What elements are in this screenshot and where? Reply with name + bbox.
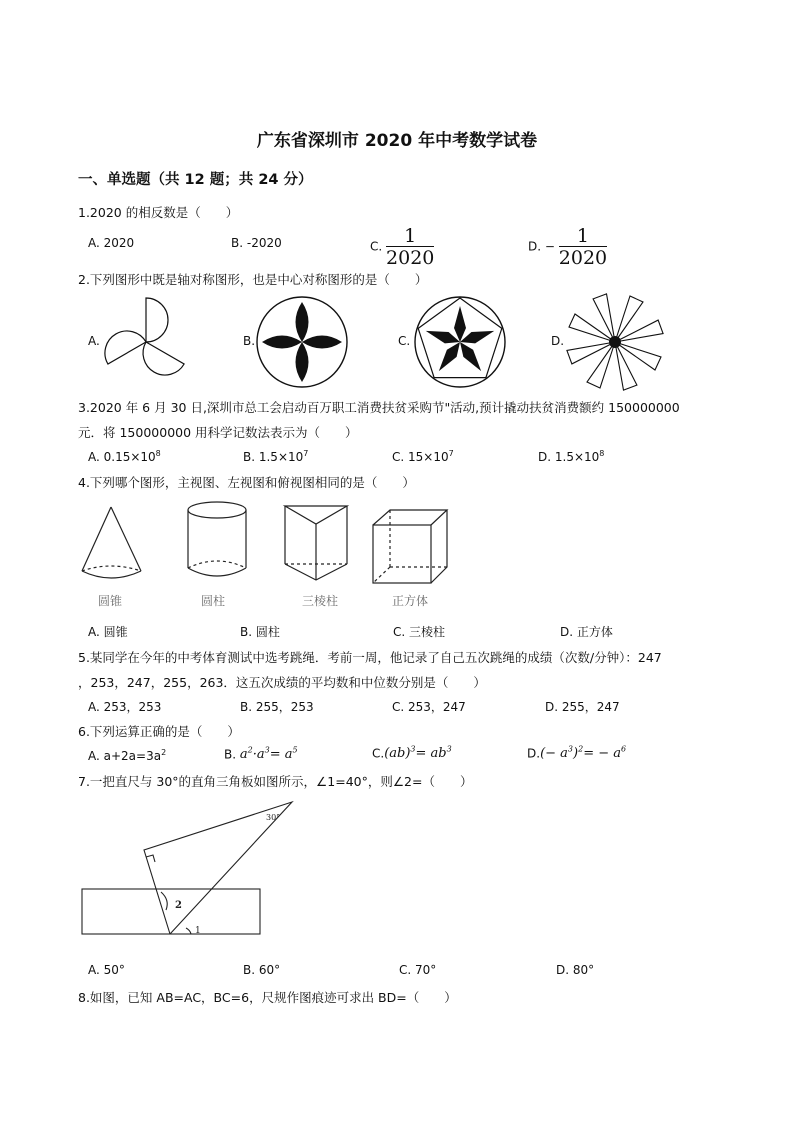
caption-prism: 三棱柱: [302, 594, 339, 608]
caption-cube: 正方体: [392, 594, 429, 608]
pentagon-star-figure: [410, 292, 510, 392]
ruler-triangle-figure: [78, 796, 318, 946]
q3-option-c[interactable]: [392, 449, 454, 464]
q2-option-c[interactable]: C.: [398, 334, 411, 348]
caption-cone: 圆锥: [98, 594, 123, 608]
q6-option-c[interactable]: [372, 745, 452, 761]
q3-option-d[interactable]: [538, 449, 604, 464]
q4-option-d[interactable]: D. 正方体: [560, 625, 613, 639]
page-title: 广东省深圳市 2020 年中考数学试卷: [256, 131, 538, 151]
fraction-numerator: 1: [576, 225, 589, 247]
cylinder-figure: [185, 500, 255, 582]
q3-option-c-exponent: 7: [448, 449, 454, 458]
question-1-stem: 1.2020 的相反数是（ ）: [78, 205, 239, 220]
q5-option-c[interactable]: C. 253，247: [392, 700, 466, 714]
q6-option-b-label: B.: [224, 747, 237, 762]
q1-option-d-fraction: [559, 226, 607, 268]
q6-option-a[interactable]: [88, 748, 166, 763]
q3-option-c-base: C. 15×10: [392, 450, 449, 464]
q1-option-d-label: D. −: [528, 239, 555, 254]
question-3-stem-line1: 3.2020 年 6 月 30 日,深圳市总工会启动百万职工消费扶贫采购节"活动,预计撬动扶贫消费额约 150000000: [78, 400, 680, 415]
q2-option-b[interactable]: B.: [243, 334, 256, 348]
question-6-stem: 6.下列运算正确的是（ ）: [78, 724, 240, 739]
q2-option-d[interactable]: D.: [551, 334, 565, 348]
q5-option-b[interactable]: B. 255，253: [240, 700, 314, 714]
question-2-stem: 2.下列图形中既是轴对称图形，也是中心对称图形的是（ ）: [78, 272, 428, 287]
q3-option-a[interactable]: [88, 449, 161, 464]
angle-30-label: 30°: [266, 813, 281, 822]
q3-option-b-base: B. 1.5×10: [243, 450, 304, 464]
question-8-stem: 8.如图，已知 AB=AC，BC=6，尺规作图痕迹可求出 BD=（ ）: [78, 990, 457, 1005]
q3-option-a-base: A. 0.15×10: [88, 450, 156, 464]
pinwheel-figure: [96, 292, 196, 392]
q6-option-b[interactable]: [224, 746, 298, 762]
q7-option-b[interactable]: B. 60°: [243, 963, 281, 977]
fraction-numerator: 1: [404, 225, 417, 247]
circle-flower-figure: [252, 292, 352, 392]
q7-option-d[interactable]: D. 80°: [556, 963, 595, 977]
q6-option-a-base: A. a+2a=3a: [88, 749, 162, 763]
q1-option-a[interactable]: A. 2020: [88, 236, 135, 250]
q6-option-c-expression: $(ab)^3= ab^3$: [384, 745, 452, 762]
cube-figure: [370, 508, 452, 590]
q3-option-d-base: D. 1.5×10: [538, 450, 600, 464]
q2-option-a[interactable]: A.: [88, 334, 100, 348]
q6-option-a-exponent: 2: [161, 748, 167, 757]
fraction-denominator: 2020: [558, 247, 608, 269]
q6-option-d-label: D.: [527, 746, 541, 761]
q3-option-d-exponent: 8: [599, 449, 605, 458]
q4-option-b[interactable]: B. 圆柱: [240, 625, 280, 639]
question-5-stem-line1: 5.某同学在今年的中考体育测试中选考跳绳．考前一周，他记录了自己五次跳绳的成绩（次数/分钟）：247: [78, 650, 662, 665]
question-7-stem: 7.一把直尺与 30°的直角三角板如图所示，∠1=40°，则∠2=（ ）: [78, 774, 473, 789]
question-5-stem-line2: ，253，247，255，263．这五次成绩的平均数和中位数分别是（ ）: [78, 675, 486, 690]
q5-option-d[interactable]: D. 255，247: [545, 700, 620, 714]
q7-option-c[interactable]: C. 70°: [399, 963, 437, 977]
q3-option-b[interactable]: [243, 449, 308, 464]
question-3-stem-line2: 元．将 150000000 用科学记数法表示为（ ）: [78, 425, 358, 440]
q6-option-d-expression: (− $a^3)^2= - a^6$: [540, 745, 627, 762]
q7-option-a[interactable]: A. 50°: [88, 963, 125, 977]
caption-cylinder: 圆柱: [201, 594, 226, 608]
q5-option-a[interactable]: A. 253，253: [88, 700, 162, 714]
question-4-stem: 4.下列哪个图形，主视图、左视图和俯视图相同的是（ ）: [78, 475, 415, 490]
angle-2-label: 2: [175, 900, 182, 911]
q3-option-b-exponent: 7: [303, 449, 309, 458]
triangular-prism-figure: [283, 502, 353, 584]
q4-option-a[interactable]: A. 圆锥: [88, 625, 128, 639]
q3-option-a-exponent: 8: [155, 449, 161, 458]
q1-option-c-fraction: [386, 226, 434, 268]
q1-option-c[interactable]: [370, 226, 434, 268]
q1-option-c-label: C.: [370, 239, 383, 254]
q1-option-b[interactable]: B. -2020: [231, 236, 282, 250]
q1-option-d[interactable]: [528, 226, 607, 268]
q6-option-b-expression: $a^2\cdot a^3= a^5$: [239, 746, 298, 763]
windmill-figure: [565, 292, 665, 392]
section-heading: 一、单选题（共 12 题；共 24 分）: [78, 172, 313, 188]
q4-option-c[interactable]: C. 三棱柱: [393, 625, 446, 639]
angle-1-label: 1: [195, 926, 201, 936]
q6-option-d[interactable]: [527, 745, 626, 761]
q6-option-c-label: C.: [372, 746, 385, 761]
fraction-denominator: 2020: [386, 247, 435, 269]
cone-figure: [78, 505, 148, 585]
